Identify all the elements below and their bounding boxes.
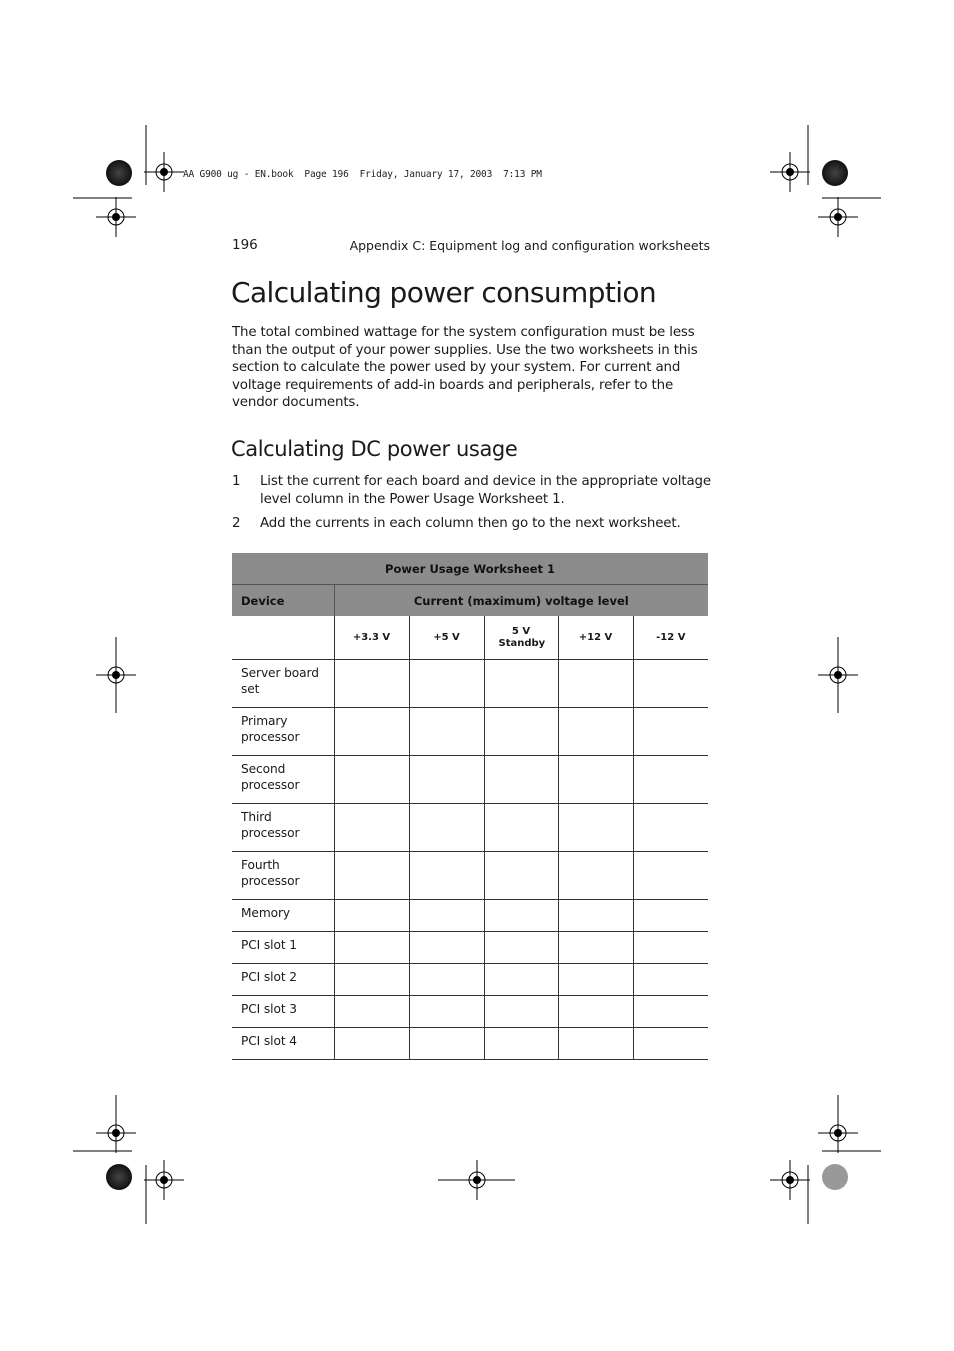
voltage-header: +5 V	[409, 616, 484, 660]
voltage-header: 5 V Standby	[484, 616, 558, 660]
section-title: Calculating DC power usage	[231, 437, 518, 461]
current-cell[interactable]	[334, 708, 409, 756]
current-cell[interactable]	[334, 660, 409, 708]
current-cell[interactable]	[633, 1028, 708, 1060]
device-column-header: Device	[232, 585, 334, 617]
current-cell[interactable]	[409, 852, 484, 900]
step-number: 2	[232, 516, 241, 532]
current-cell[interactable]	[558, 804, 633, 852]
current-cell[interactable]	[633, 756, 708, 804]
device-label: Primary processor	[232, 708, 334, 756]
blank-header-cell	[232, 616, 334, 660]
table-row	[232, 708, 708, 756]
current-cell[interactable]	[409, 1028, 484, 1060]
table-row	[232, 852, 708, 900]
current-cell[interactable]	[409, 964, 484, 996]
current-cell[interactable]	[484, 1028, 558, 1060]
current-cell[interactable]	[633, 708, 708, 756]
current-column-header: Current (maximum) voltage level	[334, 585, 708, 617]
step-text: List the current for each board and device in the appropriate voltage level column in the Power Usage Worksheet 1.	[260, 474, 711, 507]
current-cell[interactable]	[484, 660, 558, 708]
current-cell[interactable]	[558, 660, 633, 708]
current-cell[interactable]	[409, 756, 484, 804]
table-row	[232, 900, 708, 932]
table-row	[232, 660, 708, 708]
current-cell[interactable]	[409, 996, 484, 1028]
current-cell[interactable]	[409, 660, 484, 708]
current-cell[interactable]	[558, 996, 633, 1028]
current-cell[interactable]	[484, 900, 558, 932]
current-cell[interactable]	[633, 804, 708, 852]
table-row	[232, 932, 708, 964]
current-cell[interactable]	[558, 900, 633, 932]
current-cell[interactable]	[633, 900, 708, 932]
current-cell[interactable]	[558, 1028, 633, 1060]
current-cell[interactable]	[558, 708, 633, 756]
current-cell[interactable]	[558, 964, 633, 996]
device-label: Fourth processor	[232, 852, 334, 900]
current-cell[interactable]	[633, 852, 708, 900]
steps-list	[232, 473, 712, 540]
current-cell[interactable]	[484, 756, 558, 804]
current-cell[interactable]	[484, 932, 558, 964]
current-cell[interactable]	[409, 804, 484, 852]
table-row	[232, 756, 708, 804]
device-label: Second processor	[232, 756, 334, 804]
current-cell[interactable]	[484, 804, 558, 852]
table-row	[232, 1028, 708, 1060]
current-cell[interactable]	[334, 996, 409, 1028]
current-cell[interactable]	[409, 708, 484, 756]
current-cell[interactable]	[334, 1028, 409, 1060]
step-number: 1	[232, 474, 241, 489]
device-label: PCI slot 2	[232, 964, 334, 996]
device-label: Third processor	[232, 804, 334, 852]
current-cell[interactable]	[633, 932, 708, 964]
device-label: PCI slot 1	[232, 932, 334, 964]
current-cell[interactable]	[558, 756, 633, 804]
device-label: PCI slot 3	[232, 996, 334, 1028]
table-row	[232, 996, 708, 1028]
device-label: Server board set	[232, 660, 334, 708]
voltage-header: +3.3 V	[334, 616, 409, 660]
device-label: Memory	[232, 900, 334, 932]
voltage-header: +12 V	[558, 616, 633, 660]
current-cell[interactable]	[558, 932, 633, 964]
step-item	[232, 515, 712, 533]
voltage-header: -12 V	[633, 616, 708, 660]
current-cell[interactable]	[334, 852, 409, 900]
current-cell[interactable]	[484, 964, 558, 996]
current-cell[interactable]	[633, 660, 708, 708]
worksheet-title: Power Usage Worksheet 1	[232, 553, 708, 585]
current-cell[interactable]	[409, 932, 484, 964]
step-item	[232, 473, 712, 508]
page-title: Calculating power consumption	[231, 276, 657, 309]
print-slug: AA G900 ug - EN.book Page 196 Friday, January 17, 2003 7:13 PM	[183, 169, 542, 180]
current-cell[interactable]	[484, 996, 558, 1028]
current-cell[interactable]	[633, 996, 708, 1028]
current-cell[interactable]	[334, 932, 409, 964]
device-label: PCI slot 4	[232, 1028, 334, 1060]
page-number: 196	[232, 237, 258, 253]
current-cell[interactable]	[334, 964, 409, 996]
current-cell[interactable]	[558, 852, 633, 900]
current-cell[interactable]	[484, 852, 558, 900]
power-usage-worksheet	[232, 553, 708, 1060]
current-cell[interactable]	[334, 900, 409, 932]
current-cell[interactable]	[334, 804, 409, 852]
step-text: Add the currents in each column then go to the next worksheet.	[260, 516, 681, 532]
table-row	[232, 804, 708, 852]
intro-paragraph: The total combined wattage for the system configuration must be less than the output of your power supplies. Use the two worksheets in this section to calculate the power used by your system. For current and voltage requirements of add-in boards and peripherals, refer to the vendor documents.	[232, 325, 698, 411]
table-row	[232, 964, 708, 996]
current-cell[interactable]	[633, 964, 708, 996]
current-cell[interactable]	[334, 756, 409, 804]
current-cell[interactable]	[484, 708, 558, 756]
current-cell[interactable]	[409, 900, 484, 932]
running-head: Appendix C: Equipment log and configuration worksheets	[349, 238, 710, 253]
